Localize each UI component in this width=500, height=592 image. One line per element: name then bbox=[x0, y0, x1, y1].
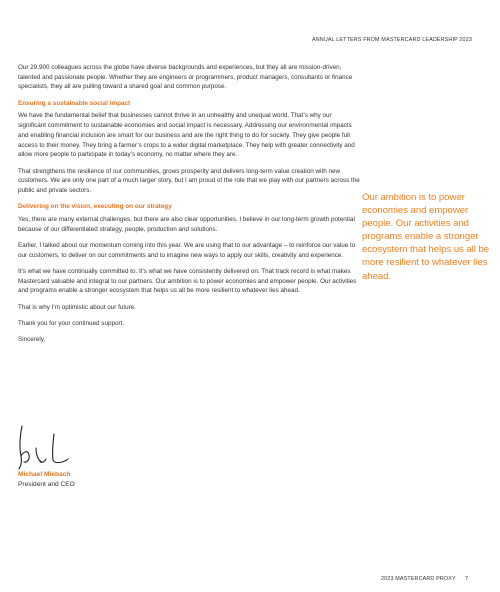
signature bbox=[16, 418, 136, 470]
paragraph-sincerely: Sincerely, bbox=[18, 336, 46, 344]
signer-title: President and CEO bbox=[18, 481, 75, 488]
paragraph-fundamental-belief: We have the fundamental belief that businesses cannot thrive in an unhealthy and unequal world. That’s why our significant commitment to sustainable economies and social impact is necessary. Addressing our environmental impacts and enabling financial inclusion are smart for our business and are the right thing to do for society. They give people full access to their money. They bring a farmer’s crops to a wider digital marketplace. They help with greater connectivity and allow more people to participate in today’s economy, no matter where they are. bbox=[18, 112, 355, 159]
paragraph-commitment: It’s what we have continually committed to. It’s what we have consistently delivered on. That track record is what makes Mastercard valuable and integral to our partners. Our ambition is to power economies and empower people. Our activities and programs enable a stronger ecosystem that helps us all be more resilient to whatever lies ahead. bbox=[18, 267, 357, 295]
letter-body bbox=[18, 63, 360, 352]
heading-sustainable-impact: Ensuring a sustainable social impact bbox=[18, 99, 131, 107]
paragraph-optimistic: That is why I’m optimistic about our future. bbox=[18, 303, 136, 311]
paragraph-challenges: Yes, there are many external challenges, but there are also clear opportunities. I believe in our long-term growth potential because of our differentiated strategy, people, production and solutions. bbox=[18, 215, 355, 233]
paragraph-resilience: That strengthens the resilience of our communities, grows prosperity and delivers long-term value creation with new customers. We are only one part of a much larger story, but I am proud of the role that we play with our partners across the public and private sectors. bbox=[18, 167, 360, 194]
signature-icon bbox=[16, 418, 76, 470]
footer-label: 2023 MASTERCARD PROXY bbox=[381, 576, 456, 582]
signer-name: Michael Miebach bbox=[18, 471, 71, 478]
heading-delivering-vision: Delivering on the vision, executing on our strategy bbox=[18, 203, 172, 211]
paragraph-thank-you: Thank you for your continued support. bbox=[18, 319, 125, 327]
paragraph-momentum: Earlier, I talked about our momentum coming into this year. We are using that to our advantage – to reinforce our value to our customers, to deliver on our commitments and to imagine new ways to apply our skills, creativity and experience. bbox=[18, 241, 356, 259]
page-number: 7 bbox=[465, 576, 469, 582]
running-header: ANNUAL LETTERS FROM MASTERCARD LEADERSHIP 2023 bbox=[312, 37, 472, 43]
pull-quote: Our ambition is to power economies and empower people. Our activities and programs enable a stronger ecosystem that helps us all be more resilient to whatever lies ahead. bbox=[362, 192, 490, 282]
paragraph-colleagues: Our 29,900 colleagues across the globe have diverse backgrounds and experiences, but they all are mission-driven, talented and passionate people. Whether they are engineers or programmers, product managers, consultants or finance specialists, they all are pulling toward a shared goal and common purpose. bbox=[18, 64, 353, 91]
